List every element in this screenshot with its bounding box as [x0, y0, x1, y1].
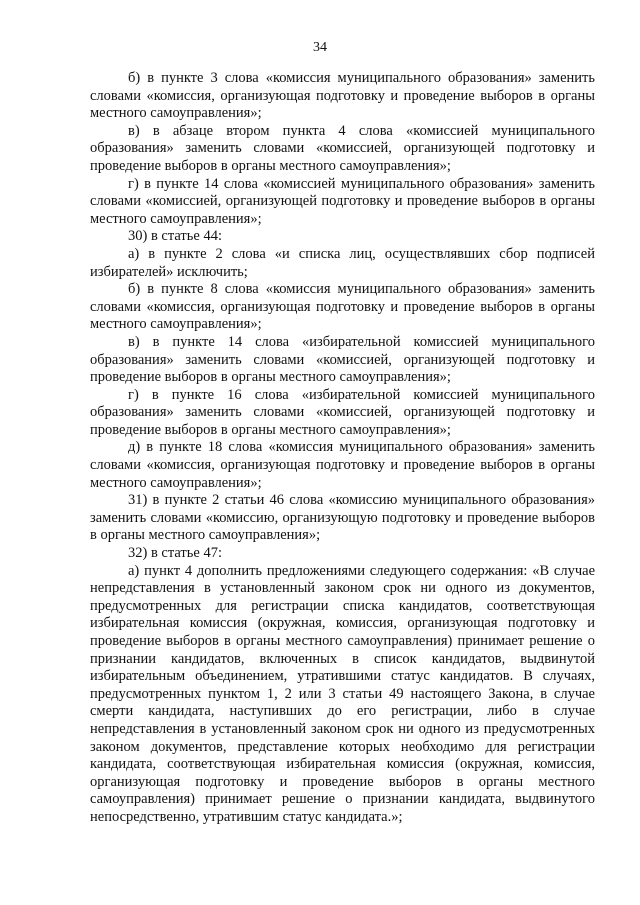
paragraph-item-31: 31) в пункте 2 статьи 46 слова «комиссию муниципального образования» заменить словами «комиссию, организующую подготовку и проведение выборов в органы местного самоуправления»;	[90, 492, 595, 544]
paragraph-30g: г) в пункте 14 слова «комиссией муниципального образования» заменить словами «комиссией, организующей подготовку и проведение выборов в органы местного самоуправления»;	[90, 175, 595, 227]
paragraph-44v: в) в пункте 14 слова «избирательной комиссией муниципального образования» заменить словами «комиссией, организующей подготовку и проведение выборов в органы местного самоуправления»;	[90, 333, 595, 386]
paragraph-44a: а) в пункте 2 слова «и списка лиц, осуществлявших сбор подписей избирателей» исключить;	[90, 245, 595, 280]
paragraph-30v: в) в абзаце втором пункта 4 слова «комиссией муниципального образования» заменить словами «комиссией, организующей подготовку и проведение выборов в органы местного самоуправления»;	[90, 122, 595, 174]
paragraph-44d: д) в пункте 18 слова «комиссия муниципального образования» заменить словами «комиссия, организующая подготовку и проведение выборов в органы местного самоуправления»;	[90, 439, 595, 491]
page-number: 34	[313, 40, 327, 55]
paragraph-item-32: 32) в статье 47:	[128, 545, 222, 562]
paragraph-44b: б) в пункте 8 слова «комиссия муниципального образования» заменить словами «комиссия, организующая подготовку и проведение выборов в органы местного самоуправления»;	[90, 281, 595, 333]
paragraph-44g: г) в пункте 16 слова «избирательной комиссией муниципального образования» заменить словами «комиссией, организующей подготовку и проведение выборов в органы местного самоуправления»;	[90, 386, 595, 438]
document-body	[90, 70, 595, 827]
paragraph-30b: б) в пункте 3 слова «комиссия муниципального образования» заменить словами «комиссия, организующая подготовку и проведение выборов в органы местного самоуправления»;	[90, 70, 595, 122]
paragraph-item-30: 30) в статье 44:	[128, 228, 222, 245]
paragraph-47a: а) пункт 4 дополнить предложениями следующего содержания: «В случае непредставления в установленный законом срок ни одного из документов, предусмотренных для регистрации списка кандидатов, соответствующая избирательная комиссия (окружная, комиссия, организующая подготовку и проведение выборов в органы местного самоуправления) принимает решение о признании кандидатов, включенных в список кандидатов, выдвинутой избирательным объединением, утратившими статус кандидатов. В случаях, предусмотренных пунктом 1, 2 или 3 статьи 49 настоящего Закона, в случае смерти кандидата, наступивших до его регистрации, либо в случае непредставления в установленный законом срок ни одного из предусмотренных законом документов, представление которых необходимо для регистрации кандидата, соответствующая избирательная комиссия (окружная, комиссия, организующая подготовку и проведение выборов в органы местного самоуправления) принимает решение о признании кандидата, выдвинутого непосредственно, утратившим статус кандидата.»;	[90, 562, 595, 825]
